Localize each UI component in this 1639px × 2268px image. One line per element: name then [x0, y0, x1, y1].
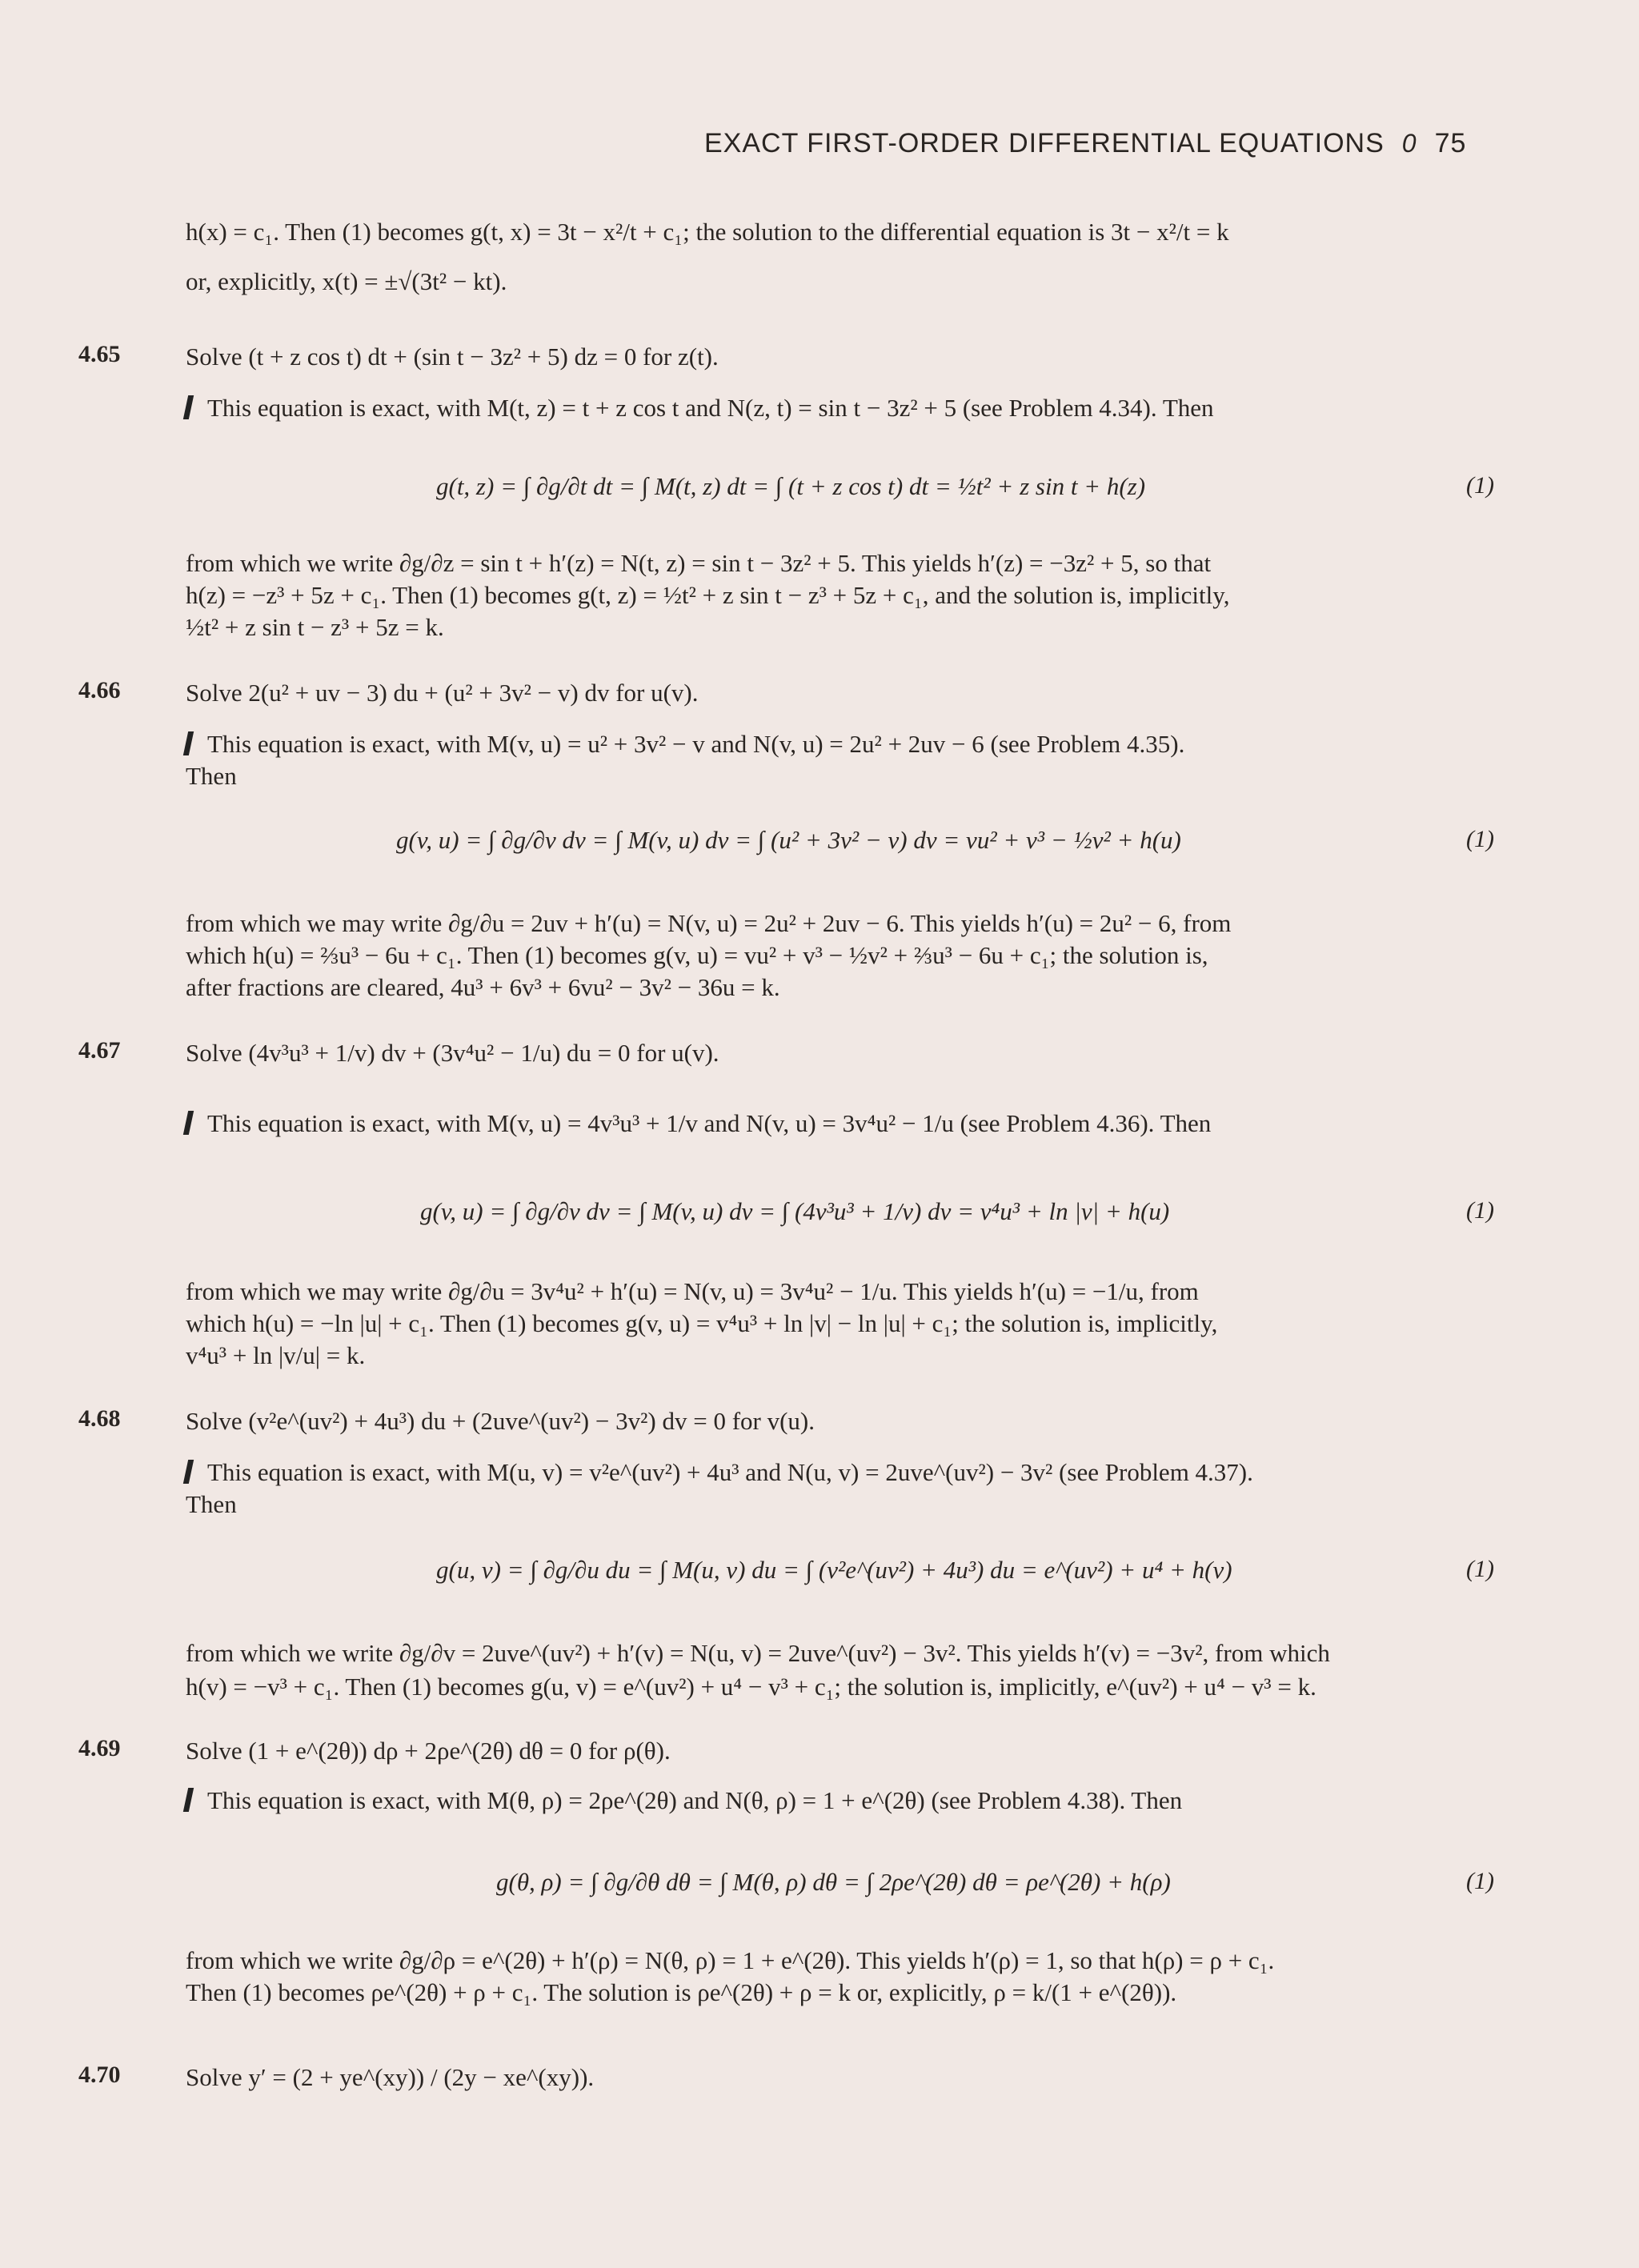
solution-line: This equation is exact, with M(v, u) = 4v³u³ + 1/v and N(v, u) = 3v⁴u² − 1/u (see Problem 4.36). Then — [186, 1108, 1498, 1140]
solution-line: This equation is exact, with M(θ, ρ) = 2ρe^(2θ) and N(θ, ρ) = 1 + e^(2θ) (see Problem 4.38). Then — [186, 1785, 1498, 1817]
solution-marker-icon — [183, 1788, 194, 1812]
solution-line: after fractions are cleared, 4u³ + 6v³ + 6vu² − 3v² − 36u = k. — [186, 973, 780, 1001]
problem-number: 4.65 — [78, 341, 121, 367]
problem-number: 4.69 — [78, 1735, 121, 1761]
equation-tag: (1) — [1466, 826, 1494, 852]
solution-marker-icon — [183, 1111, 194, 1135]
equation-tag: (1) — [1466, 1556, 1494, 1582]
solution-line: This equation is exact, with M(v, u) = u² + 3v² − v and N(v, u) = 2u² + 2uv − 6 (see Problem 4.35). — [186, 728, 1498, 760]
solution-line: Then — [186, 762, 237, 790]
solution-marker-icon — [183, 395, 194, 419]
header-title: EXACT FIRST-ORDER DIFFERENTIAL EQUATIONS — [704, 128, 1385, 158]
solution-line: v⁴u³ + ln |v/u| = k. — [186, 1341, 366, 1369]
display-equation: g(v, u) = ∫ ∂g/∂v dv = ∫ M(v, u) dv = ∫ (4v³u³ + 1/v) dv = v⁴u³ + ln |v| + h(u) — [420, 1197, 1170, 1225]
solution-line: from which we may write ∂g/∂u = 3v⁴u² + h′(u) = N(v, u) = 3v⁴u² − 1/u. This yields h′(u) = −1/u, from — [186, 1277, 1199, 1305]
solution-line: from which we may write ∂g/∂u = 2uv + h′(u) = N(v, u) = 2u² + 2uv − 6. This yields h′(u) = 2u² − 6, from — [186, 909, 1232, 937]
equation-tag: (1) — [1466, 472, 1494, 499]
solution-line: from which we write ∂g/∂ρ = e^(2θ) + h′(ρ) = N(θ, ρ) = 1 + e^(2θ). This yields h′(ρ) = 1, so that h(ρ) = ρ + c₁. — [186, 1946, 1275, 1974]
equation-tag: (1) — [1466, 1868, 1494, 1894]
solution-marker-icon — [183, 731, 194, 755]
display-equation: g(v, u) = ∫ ∂g/∂v dv = ∫ M(v, u) dv = ∫ (u² + 3v² − v) dv = vu² + v³ − ½v² + h(u) — [396, 826, 1181, 854]
solution-line: h(z) = −z³ + 5z + c₁. Then (1) becomes g(t, z) = ½t² + z sin t − z³ + 5z + c₁, and the solution is, implicitly, — [186, 581, 1230, 609]
display-equation: g(t, z) = ∫ ∂g/∂t dt = ∫ M(t, z) dt = ∫ (t + z cos t) dt = ½t² + z sin t + h(z) — [436, 472, 1146, 500]
problem-statement: Solve (t + z cos t) dt + (sin t − 3z² + 5) dz = 0 for z(t). — [186, 343, 719, 371]
intro-line-1: h(x) = c₁. Then (1) becomes g(t, x) = 3t − x²/t + c₁; the solution to the differential equation is 3t − x²/t = k — [186, 218, 1229, 246]
solution-line: This equation is exact, with M(u, v) = v²e^(uv²) + 4u³ and N(u, v) = 2uve^(uv²) − 3v² (see Problem 4.37). — [186, 1457, 1498, 1489]
solution-line: h(v) = −v³ + c₁. Then (1) becomes g(u, v) = e^(uv²) + u⁴ − v³ + c₁; the solution is, implicitly, e^(uv²) + u⁴ − v³ = k. — [186, 1673, 1316, 1701]
page-number: 75 — [1434, 128, 1467, 158]
problem-statement: Solve (v²e^(uv²) + 4u³) du + (2uve^(uv²) − 3v²) dv = 0 for v(u). — [186, 1407, 815, 1435]
solution-line: Then (1) becomes ρe^(2θ) + ρ + c₁. The solution is ρe^(2θ) + ρ = k or, explicitly, ρ = k/(1 + e^(2θ)). — [186, 1978, 1177, 2006]
header-separator: 0 — [1401, 129, 1417, 158]
problem-statement: Solve 2(u² + uv − 3) du + (u² + 3v² − v) dv for u(v). — [186, 679, 699, 707]
problem-statement: Solve (1 + e^(2θ)) dρ + 2ρe^(2θ) dθ = 0 for ρ(θ). — [186, 1737, 671, 1765]
problem-statement: Solve y′ = (2 + ye^(xy)) / (2y − xe^(xy)). — [186, 2063, 595, 2091]
solution-line: which h(u) = −ln |u| + c₁. Then (1) becomes g(v, u) = v⁴u³ + ln |v| − ln |u| + c₁; the solution is, implicitly, — [186, 1309, 1218, 1337]
solution-line: ½t² + z sin t − z³ + 5z = k. — [186, 613, 444, 641]
intro-line-2: or, explicitly, x(t) = ±√(3t² − kt). — [186, 267, 507, 295]
solution-marker-icon — [183, 1460, 194, 1484]
display-equation: g(u, v) = ∫ ∂g/∂u du = ∫ M(u, v) du = ∫ (v²e^(uv²) + 4u³) du = e^(uv²) + u⁴ + h(v) — [436, 1556, 1232, 1584]
problem-number: 4.68 — [78, 1405, 121, 1432]
solution-line: Then — [186, 1490, 237, 1518]
solution-line: from which we write ∂g/∂v = 2uve^(uv²) + h′(v) = N(u, v) = 2uve^(uv²) − 3v². This yields h′(v) = −3v², from which — [186, 1639, 1330, 1667]
problem-number: 4.67 — [78, 1037, 121, 1064]
problem-number: 4.70 — [78, 2062, 121, 2088]
solution-line: This equation is exact, with M(t, z) = t + z cos t and N(z, t) = sin t − 3z² + 5 (see Problem 4.34). Then — [186, 392, 1498, 424]
equation-tag: (1) — [1466, 1197, 1494, 1224]
problem-statement: Solve (4v³u³ + 1/v) dv + (3v⁴u² − 1/u) du = 0 for u(v). — [186, 1039, 719, 1067]
problem-number: 4.66 — [78, 677, 121, 703]
solution-line: from which we write ∂g/∂z = sin t + h′(z) = N(t, z) = sin t − 3z² + 5. This yields h′(z) = −3z² + 5, so that — [186, 549, 1212, 577]
solution-line: which h(u) = ⅔u³ − 6u + c₁. Then (1) becomes g(v, u) = vu² + v³ − ½v² + ⅔u³ − 6u + c₁; the solution is, — [186, 941, 1208, 969]
running-header — [704, 128, 1505, 159]
display-equation: g(θ, ρ) = ∫ ∂g/∂θ dθ = ∫ M(θ, ρ) dθ = ∫ 2ρe^(2θ) dθ = ρe^(2θ) + h(ρ) — [496, 1868, 1171, 1896]
